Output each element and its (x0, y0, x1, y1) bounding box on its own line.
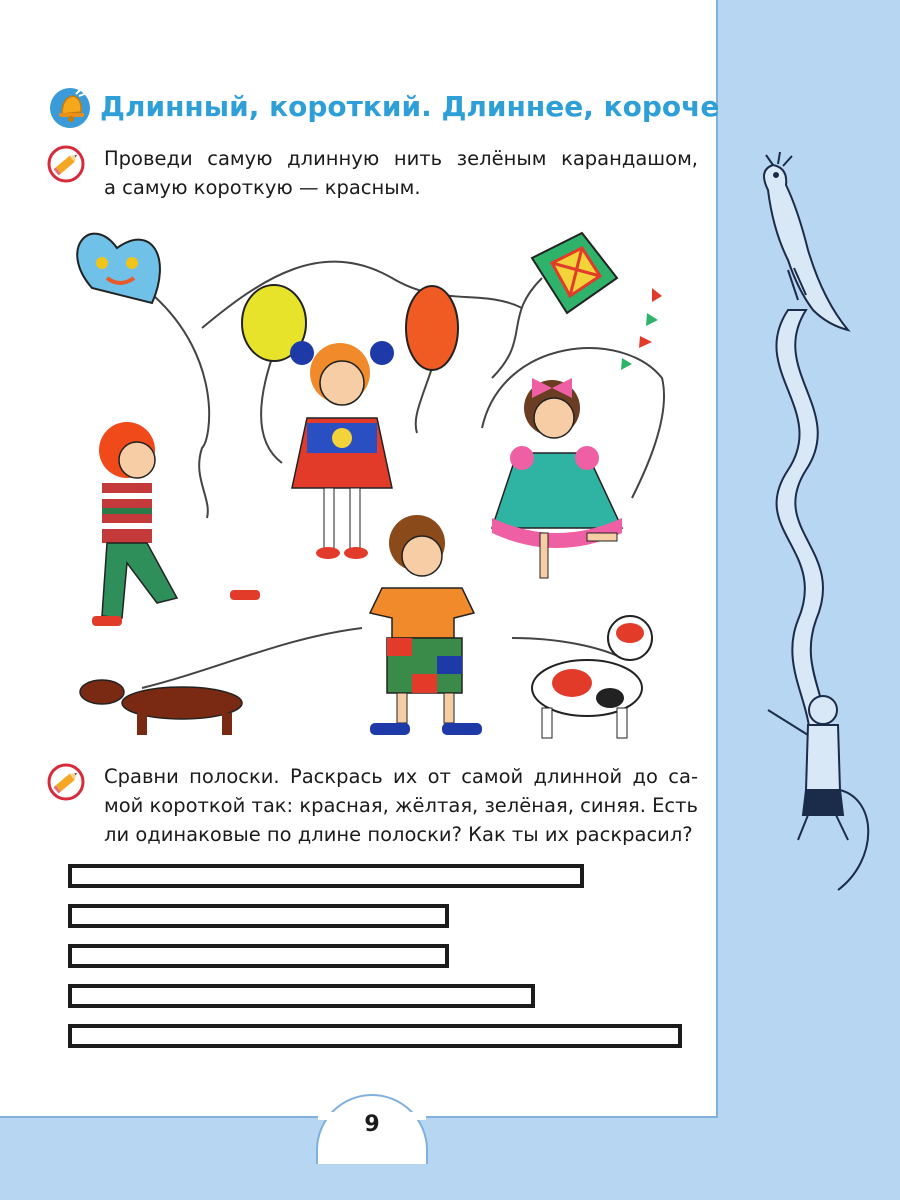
spotted-dog (532, 616, 652, 738)
task-2-line: ли одинаковые по длине полоски? Как ты их раскрасил? (104, 823, 693, 846)
bird-icon (764, 152, 848, 330)
strip-2[interactable] (68, 904, 449, 928)
task-1 (46, 144, 698, 214)
dachshund (80, 680, 242, 735)
task-1-line: Проведи самую длинную нить зелёным карандашом, (104, 147, 698, 170)
orange-balloon (406, 286, 458, 370)
string (261, 358, 282, 463)
children-with-balloons-illustration (62, 218, 682, 752)
boy-left (92, 422, 260, 626)
strip-5[interactable] (68, 1024, 682, 1048)
string (492, 278, 542, 378)
task-2-text (104, 762, 698, 849)
strip-4[interactable] (68, 984, 535, 1008)
pencil-icon (46, 144, 86, 184)
string (512, 638, 622, 658)
strip-3[interactable] (68, 944, 449, 968)
task-1-text (104, 144, 698, 202)
string (142, 628, 362, 688)
pencil-icon (46, 762, 86, 802)
task-2-line: мой короткой так: красная, жёлтая, зелёная, синяя. Есть (104, 794, 698, 817)
heart-balloon (77, 234, 160, 303)
kite (532, 233, 662, 370)
margin-decoration (728, 150, 896, 920)
boy-center (370, 515, 482, 735)
strip-1[interactable] (68, 864, 584, 888)
ribbon-decoration (776, 310, 824, 750)
bell-icon (46, 84, 92, 130)
page-number: 9 (364, 1112, 380, 1137)
page-title: Длинный, короткий. Длиннее, короче (100, 90, 720, 123)
task-2 (46, 762, 698, 858)
title-row (46, 82, 720, 134)
girl-right (492, 378, 622, 578)
task-1-line: а самую короткую — красным. (104, 176, 421, 199)
task-2-line: Сравни полоски. Раскрась их от самой длинной до са- (104, 765, 698, 788)
string (154, 296, 209, 518)
string (416, 368, 432, 433)
monkey-icon (768, 696, 868, 890)
girl-middle (290, 341, 394, 559)
